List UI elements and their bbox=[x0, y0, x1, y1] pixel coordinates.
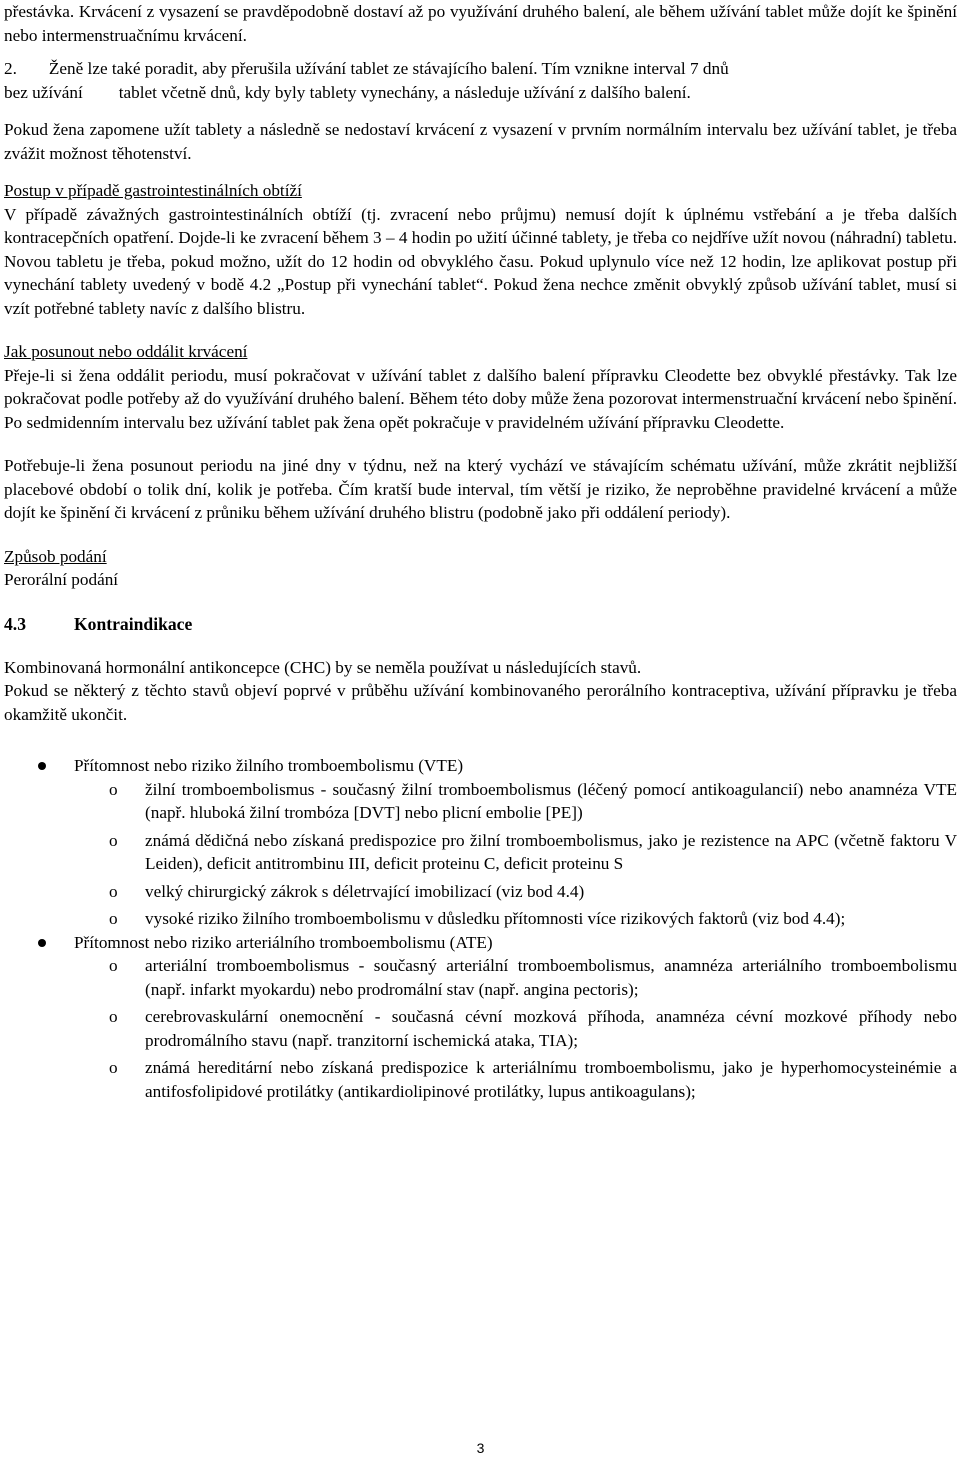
sub-item-text: žilní tromboembolismus - současný žilní tromboembolismus (léčený pomocí antikoagulancií) nebo anamnéza VTE (např. hluboká žilní trombóza [DVT] nebo plicní embolie [PE]) bbox=[145, 779, 957, 822]
document-page bbox=[4, 0, 957, 1456]
bullet-icon bbox=[38, 939, 46, 947]
paragraph-delay: Přeje-li si žena oddálit periodu, musí pokračovat v užívání tablet z dalšího balení přípravku Cleodette bez obvyklé přestávky. Tak lze pokračovat podle potřeby až do využívání druhého balení. Během této doby může žena pozorovat intermenstruační krvácení nebo špinění. Po sedmidenním intervalu bez užívání tablet pak žena opět pokračuje v pravidelném užívání přípravku Cleodette. bbox=[4, 365, 957, 432]
heading-gi: Postup v případě gastrointestinálních obtíží bbox=[4, 181, 302, 200]
paragraph-gi: V případě závažných gastrointestinálních obtíží (tj. zvracení nebo průjmu) nemusí dojít k úplnému vstřebání a je třeba dalších kontracepčních opatření. Dojde-li ke zvracení během 3 – 4 hodin po užití účinné tablety, je třeba co nejdříve užít novou (náhradní) tabletu. Novou tabletu je třeba, pokud možno, užít do 12 hodin od obvyklého času. Pokud uplynulo více než 12 hodin, lze aplikovat postup při vynechání tablety uvedený v bodě 4.2 „Postup při vynechání tablet“. Pokud žena nechce změnit obvyklý způsob užívání tablet, musí si vzít potřebné tablety navíc z dalšího blistru. bbox=[4, 204, 957, 318]
contraindication-list bbox=[4, 754, 957, 1103]
list-item-vte bbox=[4, 754, 957, 778]
sub-bullet-icon: o bbox=[109, 830, 118, 850]
heading-administration: Způsob podání bbox=[4, 546, 107, 566]
item-2-line-1: Ženě lze také poradit, aby přerušila užívání tablet ze stávajícího balení. Tím vznikne interval 7 dnů bbox=[48, 59, 729, 78]
list-item-ate bbox=[4, 931, 957, 955]
sub-item bbox=[4, 1005, 957, 1052]
sub-item-text: známá hereditární nebo získaná predispozice k arteriálnímu tromboembolismu, jako je hyperhomocysteinémie a antifosfolipidové protilátky (antikardiolipinové protilátky, lupus antikoagulans); bbox=[145, 1058, 957, 1101]
paragraph-intro: přestávka. Krvácení z vysazení se pravděpodobně dostaví až po využívání druhého balení, ale během užívání tablet může dojít ke špinění nebo intermenstruačnímu krvácení. bbox=[4, 2, 957, 45]
section-heading-4-3 bbox=[4, 612, 957, 636]
paragraph-shift: Potřebuje-li žena posunout periodu na jiné dny v týdnu, než na který vychází ve stávajícím schématu užívání, může zkrátit nejbližší placebové období o tolik dní, kolik je potřeba. Čím kratší bude interval, tím větší je riziko, že neproběhne pravidelné krvácení a může dojít ke špinění či krvácení z průniku během užívání druhého blistru (podobně jako při oddálení periody). bbox=[4, 456, 957, 522]
sub-item bbox=[4, 954, 957, 1001]
ate-title: Přítomnost nebo riziko arteriálního tromboembolismu (ATE) bbox=[74, 932, 493, 952]
sub-bullet-icon: o bbox=[109, 956, 118, 975]
sub-item-text: cerebrovaskulární onemocnění - současná cévní mozková příhoda, anamnéza cévní mozkové příhody nebo prodromálního stavu (např. tranzitorní ischemická ataka, TIA); bbox=[145, 1007, 957, 1050]
section-title: Kontraindikace bbox=[74, 613, 193, 634]
sub-bullet-icon: o bbox=[109, 779, 118, 799]
sub-item-text: arteriální tromboembolismus - současný arteriální tromboembolismus, anamnéza arteriálního tromboembolismu (např. infarkt myokardu) nebo prodromální stav (např. angina pectoris); bbox=[145, 956, 957, 999]
sub-bullet-icon: o bbox=[109, 1007, 118, 1026]
heading-delay: Jak posunout nebo oddálit krvácení bbox=[4, 342, 248, 361]
sub-item bbox=[4, 829, 957, 876]
item-2-line-2a: bez užívání bbox=[4, 82, 83, 102]
paragraph-ci-2: Pokud se některý z těchto stavů objeví poprvé v průběhu užívání kombinovaného perorálního kontraceptiva, užívání přípravku je třeba okamžitě ukončit. bbox=[4, 681, 957, 724]
sub-item bbox=[4, 1056, 957, 1103]
page-number: 3 bbox=[476, 1440, 485, 1456]
sub-item-text: vysoké riziko žilního tromboembolismu v důsledku přítomnosti více rizikových faktorů (viz bod 4.4); bbox=[145, 909, 846, 928]
paragraph-ci-1: Kombinovaná hormonální antikoncepce (CHC) by se neměla používat u následujících stavů. bbox=[4, 657, 642, 677]
sub-bullet-icon: o bbox=[109, 909, 118, 928]
sub-item bbox=[4, 880, 957, 904]
item-2-line-2b: tablet včetně dnů, kdy byly tablety vynechány, a následuje užívání z dalšího balení. bbox=[118, 82, 691, 102]
numbered-item-2 bbox=[4, 57, 957, 104]
item-number: 2. bbox=[4, 59, 17, 78]
sub-bullet-icon: o bbox=[109, 881, 118, 901]
section-number: 4.3 bbox=[4, 613, 26, 634]
sub-item bbox=[4, 778, 957, 825]
sub-bullet-icon: o bbox=[109, 1058, 118, 1077]
paragraph-administration: Perorální podání bbox=[4, 570, 119, 589]
sub-item bbox=[4, 907, 957, 931]
sub-item-text: známá dědičná nebo získaná predispozice pro žilní tromboembolismus, jako je rezistence na APC (včetně faktoru V Leiden), deficit antitrombinu III, deficit proteinu C, deficit proteinu S bbox=[145, 830, 957, 873]
sub-item-text: velký chirurgický zákrok s déletrvající imobilizací (viz bod 4.4) bbox=[145, 881, 585, 901]
paragraph-pregnancy: Pokud žena zapomene užít tablety a následně se nedostaví krvácení z vysazení v prvním normálním intervalu bez užívání tablet, je třeba zvážit možnost těhotenství. bbox=[4, 120, 957, 163]
vte-title: Přítomnost nebo riziko žilního tromboembolismu (VTE) bbox=[74, 756, 464, 775]
bullet-icon bbox=[38, 762, 46, 770]
